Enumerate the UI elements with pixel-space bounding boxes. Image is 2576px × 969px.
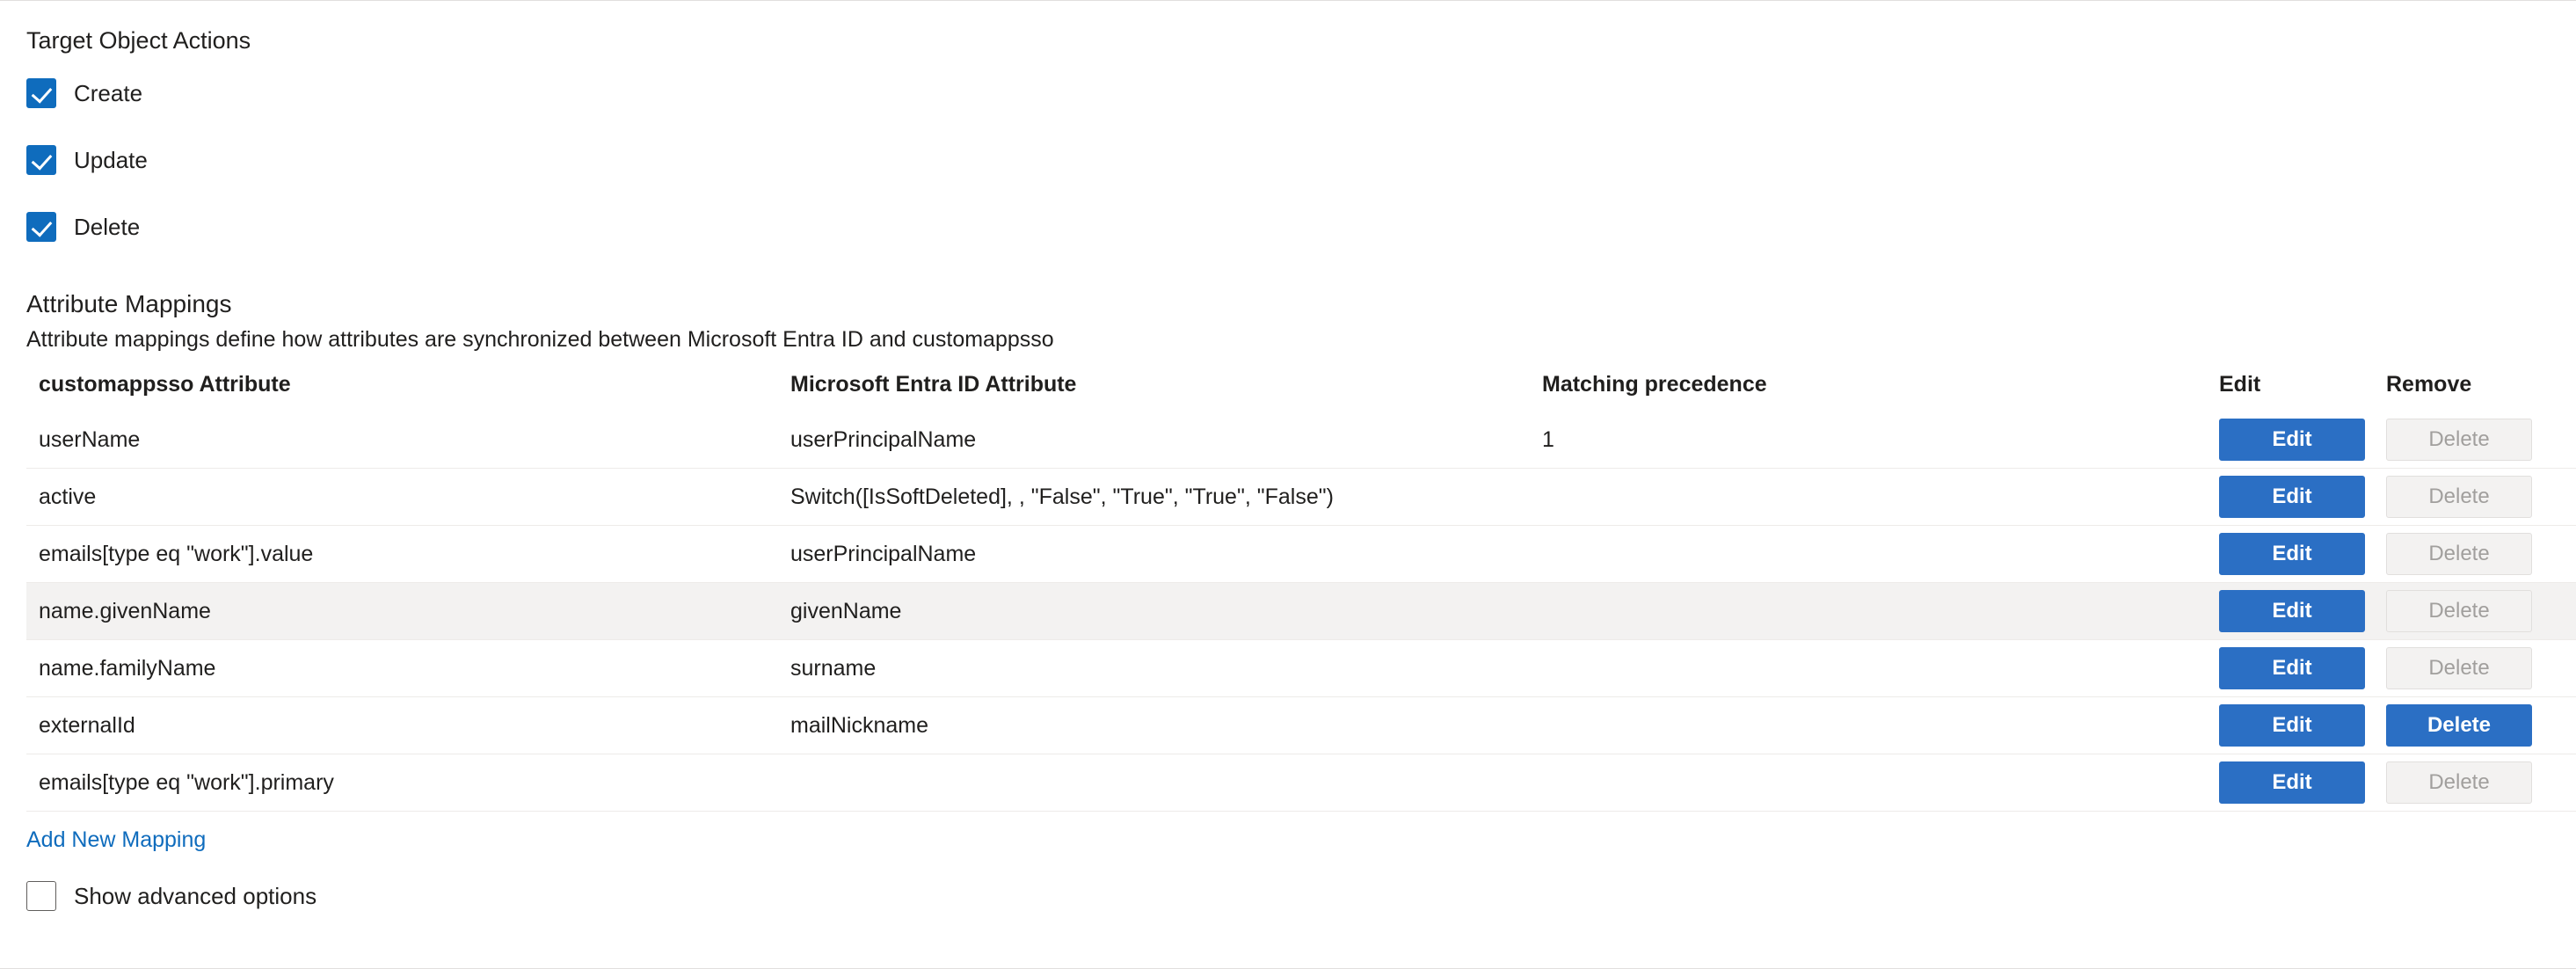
add-new-mapping-link[interactable]: Add New Mapping (26, 827, 207, 853)
table-header-row (26, 372, 2576, 412)
edit-button[interactable]: Edit (2219, 419, 2365, 461)
cell-matching-precedence (1542, 754, 2219, 812)
cell-customappsso-attribute: externalId (26, 697, 790, 754)
cell-entra-attribute (790, 754, 1542, 812)
table-row[interactable] (26, 640, 2576, 697)
delete-button: Delete (2386, 476, 2532, 518)
cell-edit (2219, 583, 2386, 640)
delete-checkbox[interactable] (26, 212, 56, 242)
cell-matching-precedence (1542, 526, 2219, 583)
edit-button-wrap (2219, 704, 2386, 747)
delete-button: Delete (2386, 533, 2532, 575)
cell-customappsso-attribute: name.familyName (26, 640, 790, 697)
cell-customappsso-attribute: name.givenName (26, 583, 790, 640)
attribute-mappings-title: Attribute Mappings (26, 290, 232, 318)
attribute-mappings-description: Attribute mappings define how attributes are synchronized between Microsoft Entra ID and customappsso (26, 327, 1054, 353)
cell-remove (2386, 583, 2576, 640)
update-checkbox[interactable] (26, 145, 56, 175)
delete-button: Delete (2386, 590, 2532, 632)
table-row[interactable] (26, 754, 2576, 812)
cell-entra-attribute: mailNickname (790, 697, 1542, 754)
cell-customappsso-attribute: emails[type eq "work"].primary (26, 754, 790, 812)
show-advanced-options-checkbox[interactable] (26, 881, 56, 911)
table-head (26, 372, 2576, 412)
cell-customappsso-attribute: userName (26, 412, 790, 469)
edit-button[interactable]: Edit (2219, 761, 2365, 804)
edit-button-wrap (2219, 533, 2386, 575)
edit-button[interactable]: Edit (2219, 533, 2365, 575)
checkbox-row-delete[interactable] (26, 204, 2576, 250)
table-row[interactable] (26, 583, 2576, 640)
edit-button[interactable]: Edit (2219, 647, 2365, 689)
cell-edit (2219, 469, 2386, 526)
cell-matching-precedence: 1 (1542, 412, 2219, 469)
cell-matching-precedence (1542, 469, 2219, 526)
cell-matching-precedence (1542, 640, 2219, 697)
column-header-remove: Remove (2386, 372, 2472, 397)
checkbox-row-update[interactable] (26, 137, 2576, 183)
target-object-actions-section (26, 26, 2576, 250)
cell-edit (2219, 640, 2386, 697)
cell-entra-attribute: surname (790, 640, 1542, 697)
show-advanced-options-row[interactable] (26, 881, 2576, 911)
edit-button-wrap (2219, 647, 2386, 689)
edit-button[interactable]: Edit (2219, 590, 2365, 632)
delete-button-wrap (2386, 533, 2576, 575)
cell-customappsso-attribute: emails[type eq "work"].value (26, 526, 790, 583)
table-body (26, 412, 2576, 812)
target-object-actions-title: Target Object Actions (26, 27, 251, 54)
cell-edit (2219, 412, 2386, 469)
cell-remove (2386, 469, 2576, 526)
delete-button-wrap (2386, 590, 2576, 632)
table-row[interactable] (26, 412, 2576, 469)
delete-button-wrap (2386, 761, 2576, 804)
edit-button-wrap (2219, 761, 2386, 804)
delete-button-wrap (2386, 647, 2576, 689)
delete-button: Delete (2386, 761, 2532, 804)
delete-button[interactable]: Delete (2386, 704, 2532, 747)
table-row[interactable] (26, 697, 2576, 754)
delete-checkbox-label: Delete (74, 213, 141, 240)
column-header-customappsso-attribute: customappsso Attribute (39, 372, 291, 397)
cell-edit (2219, 526, 2386, 583)
cell-entra-attribute: givenName (790, 583, 1542, 640)
edit-button-wrap (2219, 419, 2386, 461)
checkbox-row-create[interactable] (26, 70, 2576, 116)
delete-button: Delete (2386, 647, 2532, 689)
delete-button-wrap (2386, 704, 2576, 747)
cell-edit (2219, 754, 2386, 812)
edit-button-wrap (2219, 590, 2386, 632)
cell-remove (2386, 640, 2576, 697)
table-row[interactable] (26, 469, 2576, 526)
cell-matching-precedence (1542, 583, 2219, 640)
column-header-matching-precedence: Matching precedence (1542, 372, 1767, 397)
show-advanced-options-label: Show advanced options (74, 882, 317, 909)
attribute-mappings-table (26, 372, 2576, 812)
edit-button[interactable]: Edit (2219, 704, 2365, 747)
column-header-entra-attribute: Microsoft Entra ID Attribute (790, 372, 1077, 397)
cell-edit (2219, 697, 2386, 754)
delete-button-wrap (2386, 419, 2576, 461)
delete-button-wrap (2386, 476, 2576, 518)
delete-button: Delete (2386, 419, 2532, 461)
create-checkbox-label: Create (74, 79, 143, 106)
cell-remove (2386, 754, 2576, 812)
cell-remove (2386, 526, 2576, 583)
table-row[interactable] (26, 526, 2576, 583)
cell-matching-precedence (1542, 697, 2219, 754)
cell-entra-attribute: userPrincipalName (790, 412, 1542, 469)
top-divider (0, 0, 2576, 1)
cell-remove (2386, 697, 2576, 754)
column-header-edit: Edit (2219, 372, 2261, 397)
edit-button[interactable]: Edit (2219, 476, 2365, 518)
cell-entra-attribute: userPrincipalName (790, 526, 1542, 583)
attribute-mappings-section (26, 290, 2576, 911)
cell-customappsso-attribute: active (26, 469, 790, 526)
update-checkbox-label: Update (74, 146, 148, 173)
cell-remove (2386, 412, 2576, 469)
cell-entra-attribute: Switch([IsSoftDeleted], , "False", "True", "True", "False") (790, 469, 1542, 526)
create-checkbox[interactable] (26, 78, 56, 108)
edit-button-wrap (2219, 476, 2386, 518)
